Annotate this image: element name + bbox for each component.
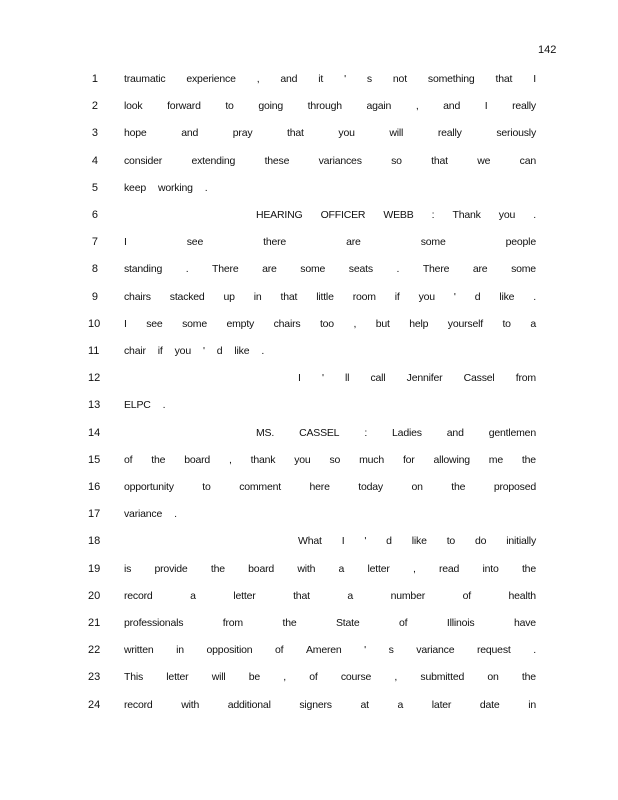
line-text: opportunity to comment here today on the proposed (124, 481, 536, 493)
transcript-line (0, 427, 618, 441)
line-text: MS. CASSEL : Ladies and gentlemen (256, 426, 536, 439)
transcript-line (0, 399, 618, 413)
line-number: 24 (88, 698, 101, 711)
transcript-line (0, 291, 618, 305)
line-number: 15 (88, 453, 101, 466)
line-number: 11 (88, 345, 100, 357)
transcript-line (0, 209, 618, 223)
transcript-line (0, 699, 618, 713)
line-number: 17 (88, 508, 101, 521)
line-text: look forward to going through again , and I really (124, 100, 536, 113)
line-number: 1 (91, 73, 98, 85)
transcript-line (0, 127, 618, 141)
line-number: 9 (91, 290, 98, 303)
line-number: 13 (88, 399, 101, 412)
line-number: 8 (91, 263, 98, 276)
line-text: consider extending these variances so that we can (124, 154, 536, 167)
line-text: ELPC . (124, 399, 166, 412)
line-number: 6 (91, 209, 98, 221)
transcript-line (0, 372, 618, 386)
line-text: HEARING OFFICER WEBB : Thank you . (256, 209, 536, 221)
line-number: 5 (91, 181, 98, 194)
line-number: 20 (88, 589, 101, 602)
line-number: 7 (91, 236, 98, 249)
line-number: 10 (88, 317, 101, 330)
line-number: 4 (91, 154, 98, 167)
transcript-line (0, 236, 618, 250)
transcript-line (0, 671, 618, 685)
line-text: chairs stacked up in that little room if you ' d like . (124, 290, 536, 303)
line-text: record with additional signers at a later date in (124, 698, 536, 711)
transcript-line (0, 345, 618, 359)
line-text: This letter will be , of course , submitted on the (124, 671, 536, 684)
line-number: 12 (88, 372, 101, 385)
transcript-line (0, 617, 618, 631)
line-text: hope and pray that you will really seriously (124, 127, 536, 140)
transcript-line (0, 590, 618, 604)
line-text: of the board , thank you so much for allowing me the (124, 453, 536, 466)
line-number: 19 (88, 562, 101, 575)
line-number: 2 (91, 100, 98, 113)
line-number: 14 (88, 426, 101, 439)
transcript-line (0, 100, 618, 114)
transcript-line (0, 535, 618, 549)
transcript-line (0, 644, 618, 658)
transcript-line (0, 481, 618, 495)
transcript-line (0, 73, 618, 87)
line-text: variance . (124, 508, 177, 521)
line-text: written in opposition of Ameren ' s variance request . (124, 644, 536, 657)
line-text: keep working . (124, 181, 208, 194)
line-text: record a letter that a number of health (124, 589, 536, 602)
line-text: is provide the board with a letter , read into the (124, 562, 536, 575)
line-text: standing . There are some seats . There are some (124, 263, 536, 276)
line-text: traumatic experience , and it ' s not something that I (124, 73, 536, 85)
page-number: 142 (538, 44, 557, 56)
line-text: professionals from the State of Illinois have (124, 617, 536, 629)
line-number: 21 (88, 617, 101, 629)
transcript-line (0, 182, 618, 196)
line-text: I see there are some people (124, 236, 536, 249)
line-text: I see some empty chairs too , but help yourself to a (124, 317, 536, 330)
transcript-line (0, 454, 618, 468)
transcript-line (0, 508, 618, 522)
line-number: 23 (88, 671, 101, 684)
line-number: 22 (88, 644, 101, 657)
line-text: I ' ll call Jennifer Cassel from (298, 372, 536, 385)
line-text: chair if you ' d like . (124, 345, 265, 357)
transcript-line (0, 563, 618, 577)
transcript-line (0, 263, 618, 277)
line-number: 3 (91, 127, 98, 140)
line-text: What I ' d like to do initially (298, 535, 536, 548)
transcript-line (0, 318, 618, 332)
line-number: 16 (88, 481, 101, 493)
transcript-line (0, 155, 618, 169)
line-number: 18 (88, 535, 101, 548)
